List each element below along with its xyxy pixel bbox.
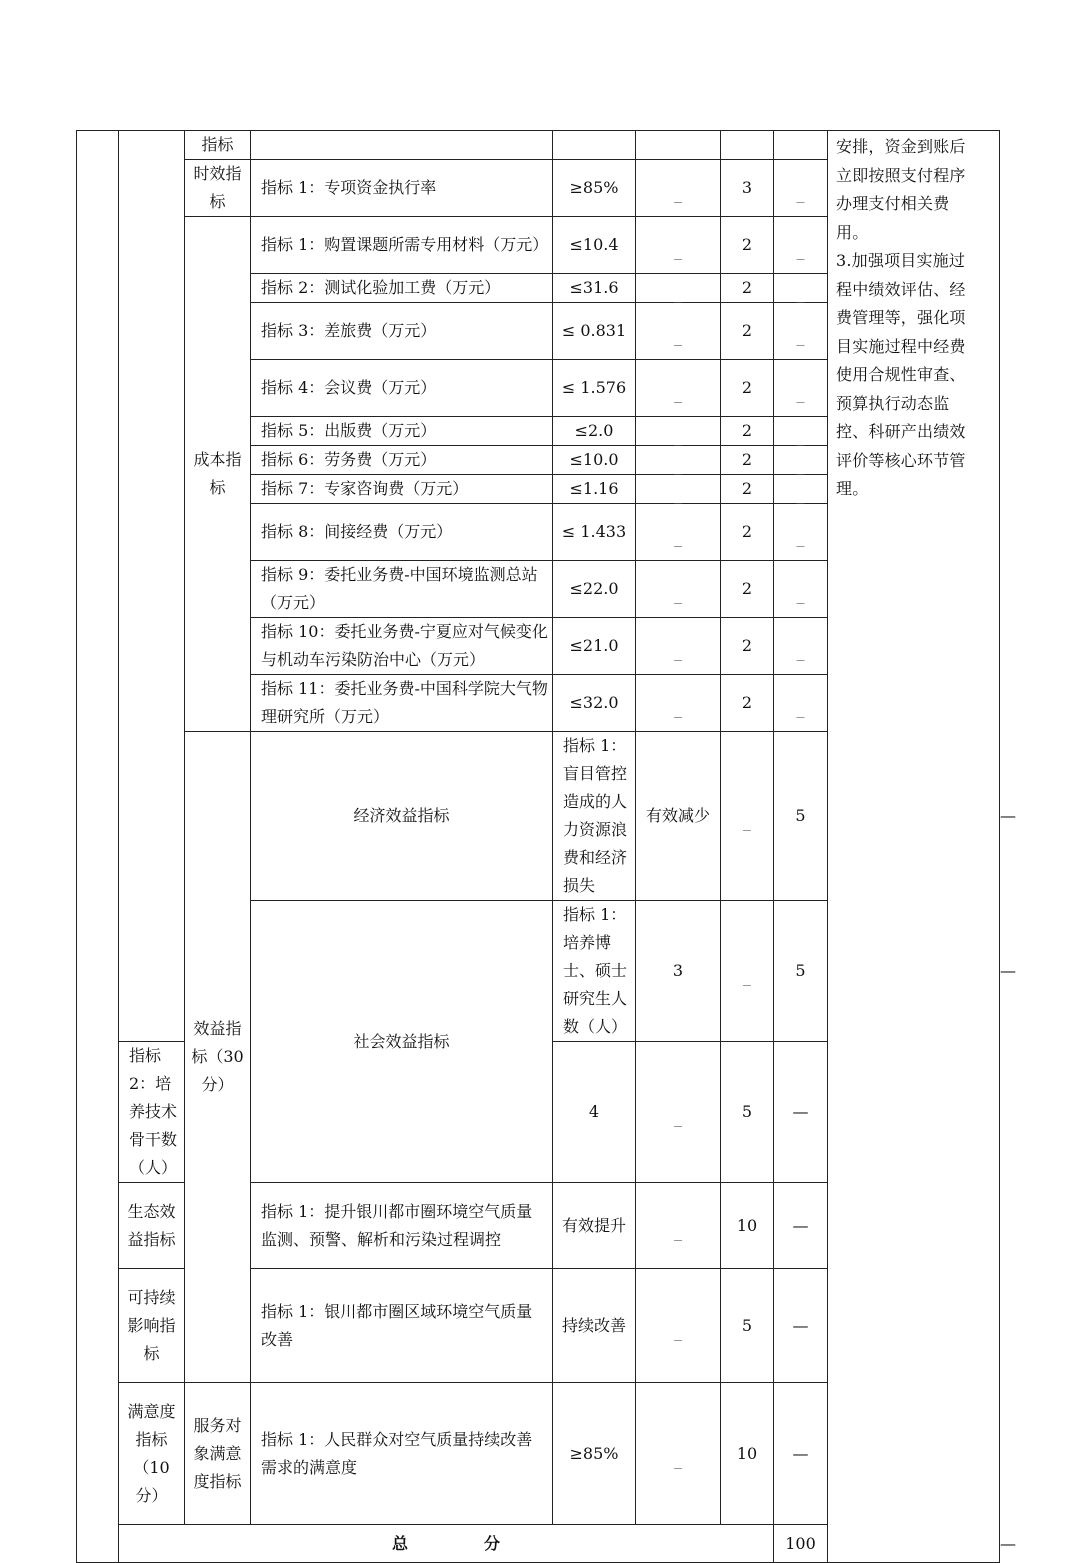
target-cell: 有效减少: [636, 732, 721, 901]
outer-blank-cell: [77, 131, 119, 1563]
category-cell: 经济效益指标: [251, 732, 553, 901]
indicator-cell: 指标 1：提升银川都市圈环境空气质量监测、预警、解析和污染过程调控: [251, 1183, 553, 1269]
actual-cell: _: [636, 1183, 721, 1269]
total-row: 总 分 100 —: [77, 1525, 1000, 1563]
category-cell: 社会效益指标: [251, 901, 553, 1183]
indicator-cell: 指标 1：专项资金执行率: [251, 160, 553, 217]
score-cell: 5: [774, 732, 828, 901]
score-cell: 2: [721, 274, 774, 303]
actual-cell: _: [636, 303, 721, 360]
indicator-cell: 指标 7：专家咨询费（万元）: [251, 475, 553, 504]
category-cell: 指标: [185, 131, 251, 160]
indicator-cell: 指标 2：培养技术骨干数（人）: [119, 1042, 185, 1183]
indicator-cell: 指标 1：培养博士、硕士研究生人数（人）: [553, 901, 636, 1042]
target-cell: ≤10.4: [553, 217, 636, 274]
score-cell: 2: [721, 561, 774, 618]
indicator-cell: 指标 1：购置课题所需专用材料（万元）: [251, 217, 553, 274]
target-cell: ≤32.0: [553, 675, 636, 732]
actual-cell: _: [636, 274, 721, 303]
deduction-cell: _: [774, 561, 828, 618]
score-cell: 2: [721, 360, 774, 417]
target-cell: 4: [553, 1042, 636, 1183]
score-cell: 5: [721, 1269, 774, 1383]
indicator-cell: 指标 2：测试化验加工费（万元）: [251, 274, 553, 303]
category-cell: 生态效益指标: [119, 1183, 185, 1269]
score-cell: 5: [721, 1042, 774, 1183]
indicator-cell: 指标 1：盲目管控造成的人力资源浪费和经济损失: [553, 732, 636, 901]
actual-cell: _: [636, 475, 721, 504]
deduction-cell: —: [774, 1042, 828, 1183]
score-cell: 3: [721, 160, 774, 217]
deduction-cell: _: [774, 160, 828, 217]
actual-cell: _: [636, 160, 721, 217]
score-cell: 2: [721, 446, 774, 475]
actual-cell: _: [636, 360, 721, 417]
target-cell: ≤ 1.433: [553, 504, 636, 561]
target-cell: ≤1.16: [553, 475, 636, 504]
target-cell: ≤2.0: [553, 417, 636, 446]
indicator-cell: 指标 1：银川都市圈区域环境空气质量改善: [251, 1269, 553, 1383]
score-cell: 2: [721, 303, 774, 360]
deduction-cell: _: [774, 417, 828, 446]
category-cell: 成本指标: [185, 217, 251, 732]
score-cell: 5: [774, 901, 828, 1042]
score-cell: 2: [721, 675, 774, 732]
table-row: 社会效益指标 指标 1：培养博士、硕士研究生人数（人） 3 _ 5 —: [77, 901, 1000, 1042]
actual-cell: _: [636, 446, 721, 475]
performance-indicator-table: [76, 130, 1016, 1563]
actual-cell: _: [636, 1383, 721, 1525]
actual-cell: _: [636, 1269, 721, 1383]
score-cell: 2: [721, 475, 774, 504]
category-cell: 可持续影响指标: [119, 1269, 185, 1383]
actual-cell: _: [636, 561, 721, 618]
actual-cell: _: [636, 504, 721, 561]
management-notes-cell: 安排，资金到账后 立即按照支付程序 办理支付相关费 用。 3.加强项目实施过 程中绩效评估、经 费管理等，强化项 目实施过程中经费 使用合规性审查、 预算执行动态监 控、科研产出绩效 评价等核心环节管 理。: [828, 131, 1000, 1563]
deduction-cell: _: [774, 274, 828, 303]
indicator-cell: 指标 11：委托业务费-中国科学院大气物理研究所（万元）: [251, 675, 553, 732]
indicator-cell: 指标 10：委托业务费-宁夏应对气候变化与机动车污染防治中心（万元）: [251, 618, 553, 675]
indicator-cell: 指标 6：劳务费（万元）: [251, 446, 553, 475]
deduction-cell: _: [774, 504, 828, 561]
indicator-cell: 指标 8：间接经费（万元）: [251, 504, 553, 561]
indicator-cell: 指标 9：委托业务费-中国环境监测总站（万元）: [251, 561, 553, 618]
target-cell: 3: [636, 901, 721, 1042]
actual-cell: _: [636, 675, 721, 732]
deduction-cell: —: [774, 1269, 828, 1383]
actual-cell: _: [636, 1042, 721, 1183]
table-row: 效益指标（30分） 经济效益指标 指标 1：盲目管控造成的人力资源浪费和经济损失 有效减少 _ 5 —: [77, 732, 1000, 901]
deduction-cell: _: [774, 217, 828, 274]
score-cell: 10: [721, 1183, 774, 1269]
actual-cell: _: [721, 732, 774, 901]
target-cell: ≤22.0: [553, 561, 636, 618]
actual-cell: _: [636, 217, 721, 274]
score-cell: 2: [721, 618, 774, 675]
deduction-cell: _: [774, 446, 828, 475]
target-cell: ≤ 1.576: [553, 360, 636, 417]
category-cell: 时效指标: [185, 160, 251, 217]
total-label: 总 分: [119, 1525, 774, 1563]
indicator-cell: 指标 4：会议费（万元）: [251, 360, 553, 417]
indicator-cell: 指标 5：出版费（万元）: [251, 417, 553, 446]
target-cell: ≤10.0: [553, 446, 636, 475]
score-cell: 2: [721, 504, 774, 561]
deduction-cell: —: [774, 1383, 828, 1525]
deduction-cell: _: [774, 618, 828, 675]
actual-cell: _: [721, 901, 774, 1042]
benefit-category-cell: 效益指标（30分）: [185, 732, 251, 1383]
actual-cell: _: [636, 417, 721, 446]
indicator-cell: 指标 1：人民群众对空气质量持续改善需求的满意度: [251, 1383, 553, 1525]
deduction-cell: _: [774, 675, 828, 732]
score-cell: 2: [721, 217, 774, 274]
category-cell: 服务对象满意度指标: [185, 1383, 251, 1525]
total-score-cell: 100: [774, 1525, 828, 1563]
target-cell: ≥85%: [553, 1383, 636, 1525]
score-cell: 2: [721, 417, 774, 446]
output-blank-cell: [119, 131, 185, 1042]
target-cell: ≤31.6: [553, 274, 636, 303]
target-cell: ≥85%: [553, 160, 636, 217]
deduction-cell: _: [774, 360, 828, 417]
indicator-cell: 指标 3：差旅费（万元）: [251, 303, 553, 360]
deduction-cell: _: [774, 303, 828, 360]
satisfaction-category-cell: 满意度指标（10分）: [119, 1383, 185, 1525]
deduction-cell: _: [774, 475, 828, 504]
actual-cell: _: [636, 618, 721, 675]
target-cell: ≤21.0: [553, 618, 636, 675]
score-cell: 10: [721, 1383, 774, 1525]
target-cell: ≤ 0.831: [553, 303, 636, 360]
deduction-cell: —: [774, 1183, 828, 1269]
target-cell: 持续改善: [553, 1269, 636, 1383]
target-cell: 有效提升: [553, 1183, 636, 1269]
